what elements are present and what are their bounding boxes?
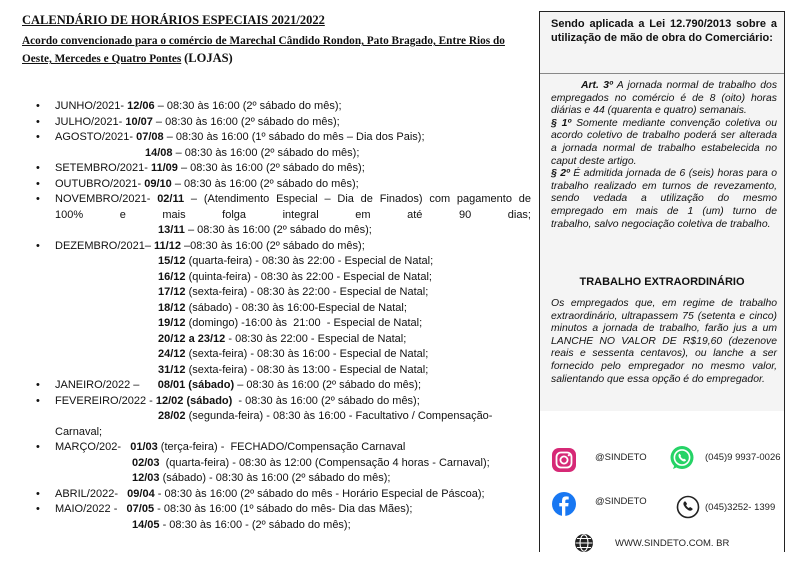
schedule-row bbox=[28, 518, 531, 534]
schedule-row bbox=[28, 440, 531, 456]
schedule-list bbox=[28, 99, 531, 533]
schedule-row bbox=[28, 363, 531, 379]
schedule-row bbox=[28, 223, 531, 239]
schedule-text: – 08:30 às 16:00 (2º sábado do mês); bbox=[234, 379, 422, 391]
schedule-month: DEZEMBRO/2021– bbox=[55, 239, 151, 252]
facebook-icon[interactable] bbox=[551, 491, 577, 522]
schedule-text: – 08:30 às 16:00 (2º sábado do mês); bbox=[184, 224, 372, 236]
schedule-date: 02/03 bbox=[132, 456, 160, 469]
schedule-month: MARÇO/202- bbox=[55, 441, 128, 453]
schedule-month: NOVEMBRO/2021- bbox=[55, 193, 151, 205]
schedule-text: (quinta-feira) - 08:30 às 22:00 - Especial de Natal; bbox=[185, 270, 432, 283]
schedule-text: – (Atendimento Especial – Dia de Finados) com pagamento de bbox=[184, 193, 531, 205]
schedule-row bbox=[28, 487, 531, 503]
schedule-row bbox=[28, 192, 531, 208]
paragraph-2-text: É admitida jornada de 6 (seis) horas para o trabalho realizado em turnos de revezamento, sendo vedada a utilização do mesmo empregado em mais de 1 (um) turno de trabalho, salvo negociação coletiva de trabalho. bbox=[551, 168, 777, 230]
schedule-date: 31/12 bbox=[158, 363, 186, 376]
schedule-date: 16/12 bbox=[158, 270, 186, 283]
schedule-text: – 08:30 às 16:00 (2º sábado do mês); bbox=[172, 146, 360, 159]
schedule-text: – 08:30 às 16:00 (2º sábado do mês); bbox=[171, 177, 359, 190]
law-divider bbox=[540, 73, 784, 74]
phone-icon[interactable] bbox=[676, 495, 700, 524]
schedule-date: 28/02 bbox=[158, 410, 186, 422]
schedule-row bbox=[28, 115, 531, 131]
paragraph-2 bbox=[551, 168, 777, 231]
schedule-date: 07/05 bbox=[126, 503, 155, 515]
globe-icon[interactable] bbox=[574, 533, 594, 558]
subtitle-main: Acordo convencionado para o comércio de Marechal Cândido Rondon, Pato Bragado, Entre Rios do Oeste, Mercedes e Quatro Pontes bbox=[22, 35, 505, 65]
schedule-month: JANEIRO/2022 – bbox=[55, 379, 155, 391]
schedule-date: 09/10 bbox=[144, 177, 172, 190]
schedule-text: (sexta-feira) - 08:30 às 13:00 - Especial de Natal; bbox=[185, 363, 429, 376]
schedule-text: - 08:30 às 16:00 (2º sábado do mês); bbox=[232, 394, 420, 407]
schedule-row bbox=[28, 99, 531, 115]
schedule-date: 11/09 bbox=[150, 162, 178, 174]
schedule-text: – 08:30 às 16:00 (2º sábado do mês); bbox=[154, 100, 342, 112]
schedule-text: – 08:30 às 16:00 (2º sábado do mês); bbox=[177, 162, 365, 174]
schedule-date: 10/07 bbox=[125, 115, 153, 128]
schedule-text: 100% e mais folga integral em até 90 dias; bbox=[55, 208, 531, 221]
schedule-row bbox=[28, 332, 531, 348]
schedule-month: JUNHO/2021- bbox=[55, 100, 125, 112]
schedule-month: ABRIL/2022- bbox=[55, 487, 125, 500]
schedule-text: (quarta-feira) - 08:30 às 22:00 - Especial de Natal; bbox=[185, 255, 434, 267]
schedule-month: MAIO/2022 - bbox=[55, 503, 124, 515]
paragraph-1-label: § 1º bbox=[551, 117, 572, 129]
schedule-row bbox=[28, 456, 531, 472]
schedule-row bbox=[28, 146, 531, 162]
schedule-date: 20/12 a 23/12 bbox=[158, 332, 226, 345]
schedule-date: 07/08 bbox=[136, 131, 164, 143]
instagram-icon[interactable] bbox=[551, 447, 577, 478]
schedule-date: 12/02 (sábado) bbox=[155, 394, 233, 407]
schedule-row bbox=[28, 301, 531, 317]
whatsapp-icon[interactable] bbox=[669, 445, 695, 476]
article-3 bbox=[551, 80, 777, 118]
schedule-row bbox=[28, 316, 531, 332]
schedule-text: - 08:30 às 16:00 - (2º sábado do mês); bbox=[159, 518, 351, 531]
schedule-text: – 08:30 às 16:00 (1º sábado do mês – Dia dos Pais); bbox=[163, 131, 425, 143]
schedule-row bbox=[28, 270, 531, 286]
schedule-date: 08/01 (sábado) bbox=[157, 379, 235, 391]
schedule-text: (terça-feira) - FECHADO/Compensação Carnaval bbox=[157, 441, 406, 453]
article-3-label: Art. 3º bbox=[581, 80, 613, 91]
schedule-month: JULHO/2021- bbox=[55, 115, 123, 128]
schedule-text: (domingo) -16:00 às 21:00 - Especial de Natal; bbox=[185, 317, 423, 329]
schedule-date: 14/08 bbox=[145, 146, 173, 159]
schedule-text: – 08:30 às 16:00 (2º sábado do mês); bbox=[152, 115, 340, 128]
schedule-row bbox=[28, 378, 531, 394]
schedule-row bbox=[28, 285, 531, 301]
schedule-row bbox=[28, 130, 531, 146]
schedule-date: 09/04 bbox=[127, 487, 155, 500]
schedule-text: (sexta-feira) - 08:30 às 22:00 - Especial de Natal; bbox=[185, 286, 429, 298]
document-title: CALENDÁRIO DE HORÁRIOS ESPECIAIS 2021/2022 bbox=[22, 13, 325, 27]
schedule-date: 02/11 bbox=[157, 193, 185, 205]
schedule-text: (segunda-feira) - 08:30 às 16:00 - Facultativo / Compensação- bbox=[185, 410, 493, 422]
article-3-text: A jornada normal de trabalho dos empregados no comércio é de 8 (oito) horas diárias e 44 (quarenta e quatro) semanais. bbox=[551, 80, 778, 117]
schedule-row bbox=[28, 409, 531, 425]
schedule-row bbox=[28, 254, 531, 270]
schedule-text: Carnaval; bbox=[55, 425, 103, 438]
overtime-text: Os empregados que, em regime de trabalho extraordinário, ultrapassem 75 (setenta e cinco) minutos a jornada de trabalho, farão jus a um LANCHE NO VALOR DE R$19,60 (dezenove reais e sessenta centavos), ou lanche a ser fornecido pelo empregador no mesmo valor, salientando que essa opção é do empregador. bbox=[551, 298, 777, 385]
schedule-text: - 08:30 às 22:00 - Especial de Natal; bbox=[225, 332, 407, 345]
law-body bbox=[551, 80, 777, 231]
instagram-handle[interactable]: @SINDETO bbox=[595, 452, 647, 463]
schedule-row bbox=[28, 177, 531, 193]
schedule-date: 14/05 bbox=[132, 518, 160, 531]
schedule-row bbox=[28, 347, 531, 363]
schedule-row bbox=[28, 394, 531, 410]
subtitle-tag: (LOJAS) bbox=[184, 51, 233, 65]
overtime-title: TRABALHO EXTRAORDINÁRIO bbox=[579, 276, 745, 288]
phone-number[interactable]: (045)3252- 1399 bbox=[705, 502, 776, 513]
schedule-text: (sexta-feira) - 08:30 às 16:00 - Especial de Natal; bbox=[185, 348, 429, 360]
schedule-date: 01/03 bbox=[130, 441, 158, 453]
schedule-month: AGOSTO/2021- bbox=[55, 131, 134, 143]
schedule-date: 24/12 bbox=[158, 348, 186, 360]
contacts-area bbox=[540, 411, 784, 553]
schedule-text: - 08:30 às 16:00 (2º sábado do mês - Horário Especial de Páscoa); bbox=[154, 487, 485, 500]
schedule-row bbox=[28, 502, 531, 518]
schedule-date: 13/11 bbox=[158, 224, 185, 236]
schedule-month: SETEMBRO/2021- bbox=[55, 162, 148, 174]
schedule-row bbox=[28, 425, 531, 441]
schedule-text: (sábado) - 08:30 às 16:00 (2º sábado do mês); bbox=[159, 472, 391, 484]
schedule-row bbox=[28, 208, 531, 224]
schedule-text: –08:30 às 16:00 (2º sábado do mês); bbox=[180, 239, 365, 252]
schedule-month: FEVEREIRO/2022 - bbox=[55, 394, 153, 407]
law-heading: Sendo aplicada a Lei 12.790/2013 sobre a utilização de mão de obra do Comerciário: bbox=[551, 18, 777, 44]
schedule-month: OUTUBRO/2021- bbox=[55, 177, 142, 190]
law-panel bbox=[539, 11, 785, 552]
schedule-row bbox=[28, 471, 531, 487]
schedule-text: (sábado) - 08:30 às 16:00-Especial de Natal; bbox=[185, 301, 407, 314]
facebook-handle[interactable]: @SINDETO bbox=[595, 496, 647, 507]
whatsapp-number[interactable]: (045)9 9937-0026 bbox=[705, 452, 781, 463]
schedule-date: 15/12 bbox=[158, 255, 186, 267]
schedule-date: 18/12 bbox=[158, 301, 186, 314]
schedule-date: 12/03 bbox=[132, 472, 160, 484]
schedule-text: (quarta-feira) - 08:30 às 12:00 (Compensação 4 horas - Carnaval); bbox=[159, 456, 490, 469]
schedule-date: 19/12 bbox=[158, 317, 186, 329]
schedule-row bbox=[28, 239, 531, 255]
schedule-date: 11/12 bbox=[154, 239, 181, 252]
paragraph-2-label: § 2º bbox=[551, 168, 570, 180]
schedule-date: 17/12 bbox=[158, 286, 186, 298]
paragraph-1-text: Somente mediante convenção coletiva ou acordo coletivo de trabalho poderá ser alterada a jornada normal de trabalho estabelecida no caput deste artigo. bbox=[551, 117, 777, 167]
paragraph-1 bbox=[551, 118, 777, 168]
website-url[interactable]: WWW.SINDETO.COM. BR bbox=[615, 538, 730, 549]
document-subtitle bbox=[22, 33, 534, 68]
schedule-date: 12/06 bbox=[127, 100, 155, 112]
schedule-text: - 08:30 às 16:00 (1º sábado do mês- Dia das Mães); bbox=[154, 503, 413, 515]
schedule-row bbox=[28, 161, 531, 177]
